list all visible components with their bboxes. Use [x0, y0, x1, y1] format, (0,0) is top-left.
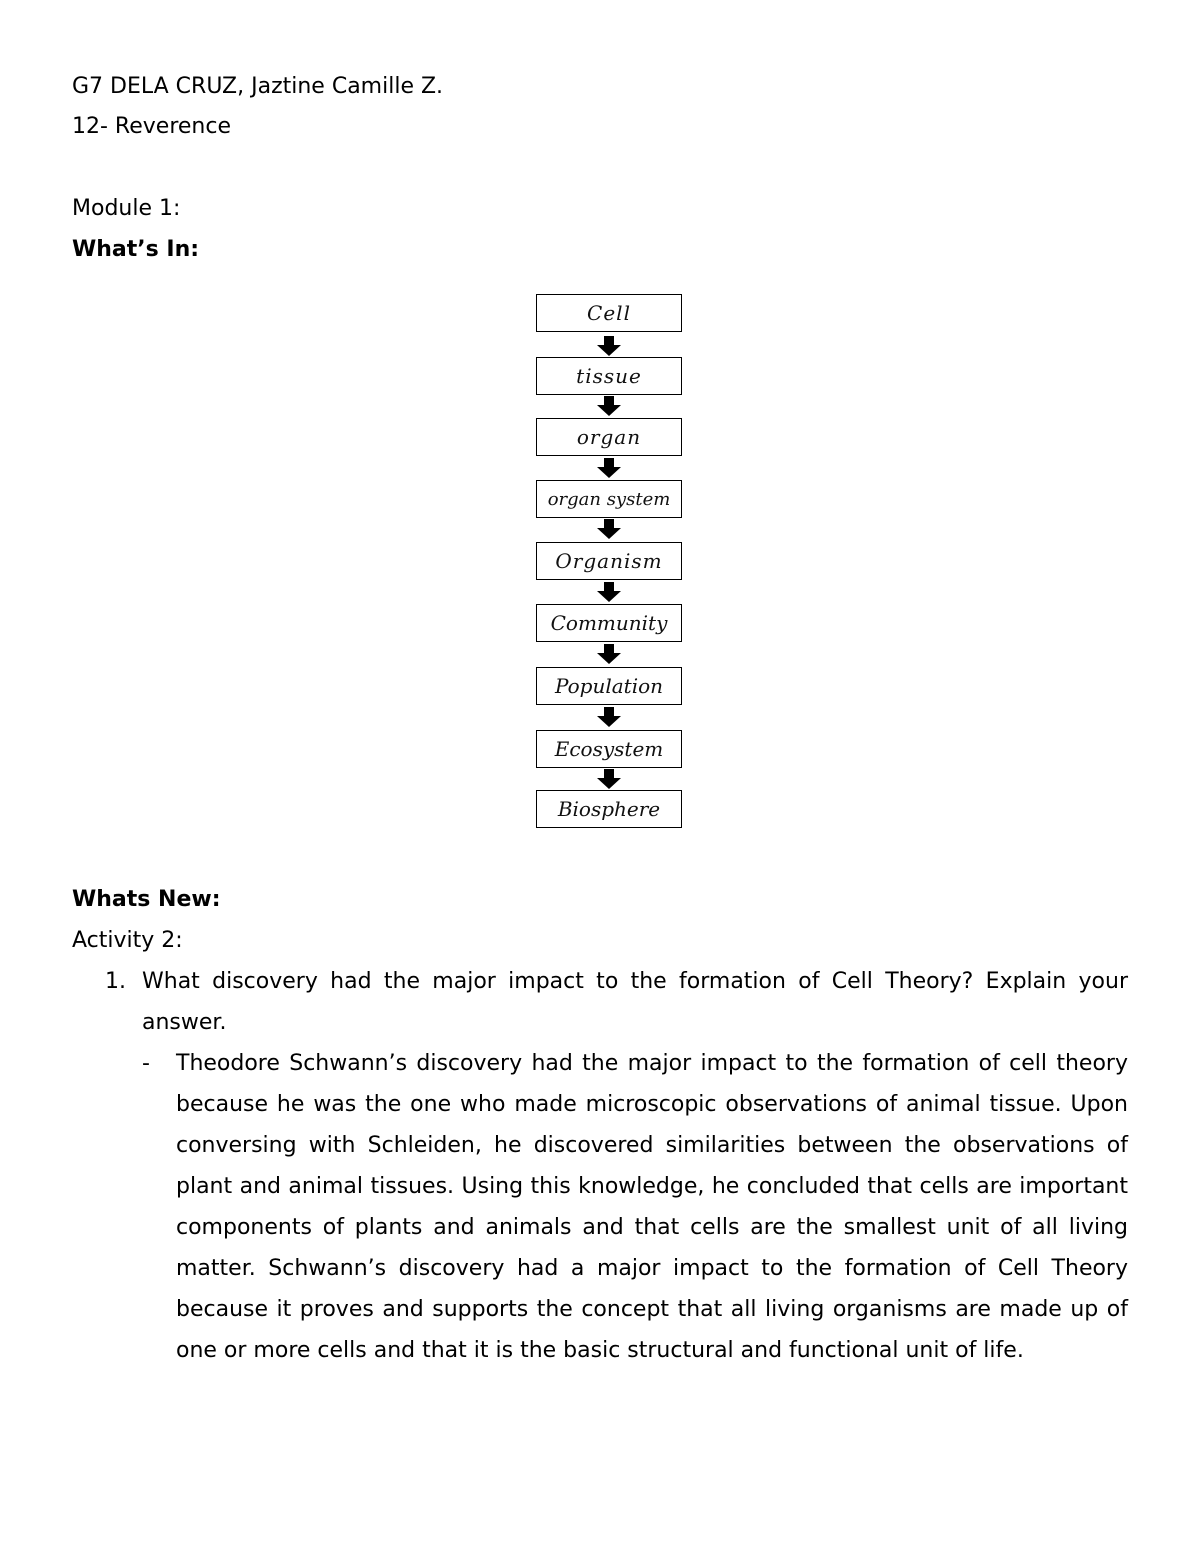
- flow-box-tissue: tissue: [536, 357, 682, 395]
- whats-new-heading: Whats New:: [72, 887, 221, 912]
- flow-box-organ: organ: [536, 418, 682, 456]
- question-number: 1.: [105, 969, 126, 994]
- activity-label: Activity 2:: [72, 928, 183, 953]
- down-arrow-icon: [597, 707, 621, 727]
- down-arrow-icon: [597, 336, 621, 356]
- down-arrow-icon: [597, 644, 621, 664]
- answer-bullet: -: [142, 1051, 150, 1076]
- section-label: 12- Reverence: [72, 114, 231, 139]
- flow-box-organism: Organism: [536, 542, 682, 580]
- flow-box-population: Population: [536, 667, 682, 705]
- flow-box-organ-system: organ system: [536, 480, 682, 518]
- answer-paragraph: Theodore Schwann’s discovery had the major impact to the formation of cell theory because he was the one who made microscopic observations of animal tissue. Upon conversing with Schleiden, he discovered similarities between the observations of plant and animal tissues. Using this knowledge, he concluded that cells are important components of plants and animals and that cells are the smallest unit of all living matter. Schwann’s discovery had a major impact to the formation of Cell Theory because it proves and supports the concept that all living organisms are made up of one or more cells and that it is the basic structural and functional unit of life.: [176, 1051, 1128, 1363]
- student-name: G7 DELA CRUZ, Jaztine Camille Z.: [72, 74, 444, 99]
- down-arrow-icon: [597, 582, 621, 602]
- down-arrow-icon: [597, 396, 621, 416]
- flow-box-biosphere: Biosphere: [536, 790, 682, 828]
- whats-in-heading: What’s In:: [72, 237, 200, 262]
- down-arrow-icon: [597, 769, 621, 789]
- question-text: What discovery had the major impact to the formation of Cell Theory? Explain your answer.: [142, 969, 1128, 1035]
- module-title: Module 1:: [72, 196, 181, 221]
- flow-box-ecosystem: Ecosystem: [536, 730, 682, 768]
- down-arrow-icon: [597, 458, 621, 478]
- flow-box-cell: Cell: [536, 294, 682, 332]
- flow-box-community: Community: [536, 604, 682, 642]
- down-arrow-icon: [597, 519, 621, 539]
